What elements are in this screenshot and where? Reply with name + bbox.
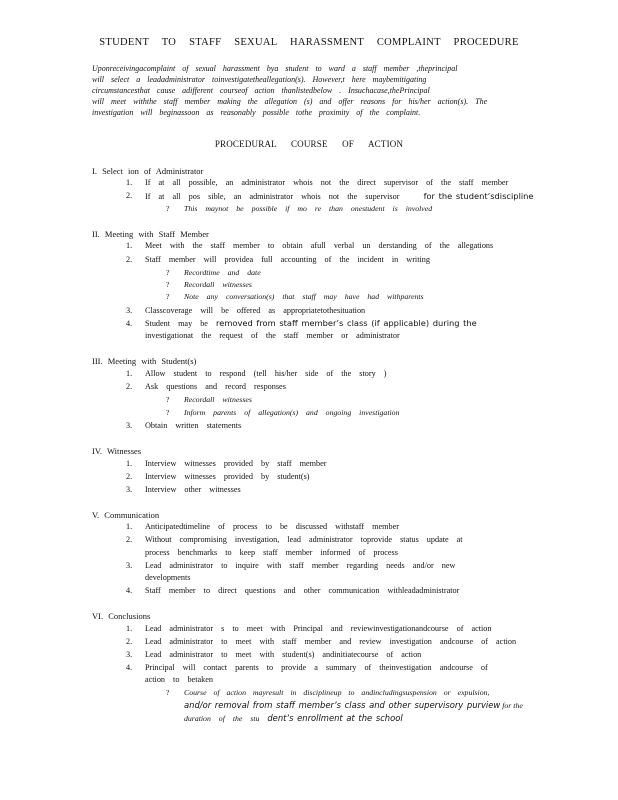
item-number: 2. [126,191,133,200]
sub-bullet-mark: ? [166,268,170,277]
section-heading-1: I. Select ion of Administrator [92,166,204,176]
list-item: Staff member will providea full accounting of the incident in writing [145,255,430,264]
list-item: Interview witnesses provided by student(s) [145,472,310,481]
sub-bullet-mark: ? [166,408,170,417]
item-text: Student may be [145,319,208,328]
list-item-continued: developments [145,573,191,582]
list-item: Lead administrator to meet with student(s) andinitiatecourse of action [145,650,422,659]
intro-line: will select a leadadministrator toinvestigatetheallegation(s). However,t here maybemitigating [92,75,427,84]
section-heading-2: II. Meeting with Staff Member [92,229,209,239]
sub-item-tail: dent’s enrollment at the school [267,713,403,723]
sub-item: Recordtime and date [184,268,261,277]
document-title: STUDENT TO STAFF SEXUAL HARASSMENT COMPLAINT PROCEDURE [99,37,519,48]
list-item: Lead administrator to inquire with staff member regarding needs and/or new [145,561,456,570]
sub-item-continued [184,713,403,723]
item-number: 3. [126,561,133,570]
sub-bullet-mark: ? [166,292,170,301]
sub-item-text: and/or removal from staff member’s class and other supervisory purview [184,700,501,710]
list-item: Lead administrator to meet with staff member and review investigation andcourse of action [145,637,517,646]
intro-line: circumstancesthat cause adifferent courseof action thanlistedbelow . Insuchacase,thePrincipal [92,86,430,95]
section-subtitle: PROCEDURAL COURSE OF ACTION [214,139,404,149]
sub-item: Inform parents of allegation(s) and ongoing investigation [184,408,400,417]
item-number: 1. [126,522,133,531]
item-number: 4. [126,586,133,595]
list-item [145,191,534,201]
list-item: Classcoverage will be offered as appropriatetothesituation [145,306,366,315]
list-item: If at all possible, an administrator whois not the direct supervisor of the staff member [145,178,509,187]
list-item: Lead administrator s to meet with Principal and reviewinvestigationandcourse of action [145,624,492,633]
sub-item: Course of action mayresult in disciplineup to andincludingsuspension or expulsion, [184,688,490,697]
item-number: 2. [126,255,133,264]
sub-item-text: duration of the stu [184,714,260,723]
list-item: Without compromising investigation, lead administrator toprovide status update at [145,535,463,544]
item-number: 1. [126,459,133,468]
item-number: 3. [126,421,133,430]
list-item: Interview witnesses provided by staff member [145,459,327,468]
sub-bullet-mark: ? [166,395,170,404]
section-heading-6: VI. Conclusions [92,611,151,621]
list-item: Meet with the staff member to obtain afull verbal un derstanding of the allegations [145,241,494,250]
list-item: Principal will contact parents to provide a summary of theinvestigation andcourse of [145,663,488,672]
section-heading-4: IV. Witnesses [92,446,142,456]
sub-item-continued [184,700,523,710]
sub-bullet-mark: ? [166,688,170,697]
intro-line: investigation will beginassoon as reasonably possible tothe proximity of the complaint. [92,108,421,117]
item-number: 1. [126,178,133,187]
sub-item: Note any conversation(s) that staff may have had withparents [184,292,424,301]
item-text: If at all pos sible, an administrator whois not the supervisor [145,192,400,201]
list-item: Anticipatedtimeline of process to be discussed withstaff member [145,522,399,531]
item-number: 4. [126,319,133,328]
item-number: 1. [126,369,133,378]
intro-line: Uponreceivingacomplaint of sexual harassment bya student to ward a staff member ,theprincipal [92,64,458,73]
list-item [145,318,477,328]
sub-item: Recordall witnesses [184,395,252,404]
list-item-continued: action to betaken [145,675,213,684]
item-number: 3. [126,650,133,659]
item-number: 2. [126,472,133,481]
list-item-continued: investigationat the request of the staff member or administrator [145,331,400,340]
section-heading-3: III. Meeting with Student(s) [92,356,197,366]
section-heading-5: V. Communication [92,510,160,520]
list-item: Interview other witnesses [145,485,241,494]
sub-item-tail: for the [502,701,523,710]
item-number: 4. [126,663,133,672]
item-text-tail: removed from staff member’s class (if applicable) during the [215,318,477,328]
sub-bullet-mark: ? [166,280,170,289]
item-number: 3. [126,306,133,315]
sub-bullet-mark: ? [166,204,170,213]
item-number: 1. [126,241,133,250]
list-item: Ask questions and record responses [145,382,286,391]
list-item: Allow student to respond (tell his/her side of the story ) [145,369,387,378]
item-number: 2. [126,382,133,391]
item-number: 2. [126,637,133,646]
item-number: 3. [126,485,133,494]
sub-item: Recordall witnesses [184,280,252,289]
item-text-tail: for the student’sdiscipline [423,191,534,201]
item-number: 2. [126,535,133,544]
item-number: 1. [126,624,133,633]
intro-line: will meet withthe staff member making the allegation (s) and offer reasons for his/her action(s). The [92,97,488,106]
list-item-continued: process benchmarks to keep staff member informed of process [145,548,398,557]
sub-item: This maynot be possible if mo re than onestudent is involved [184,204,433,213]
list-item: Obtain written statements [145,421,242,430]
list-item: Staff member to direct questions and other communication withleadadministrator [145,586,460,595]
